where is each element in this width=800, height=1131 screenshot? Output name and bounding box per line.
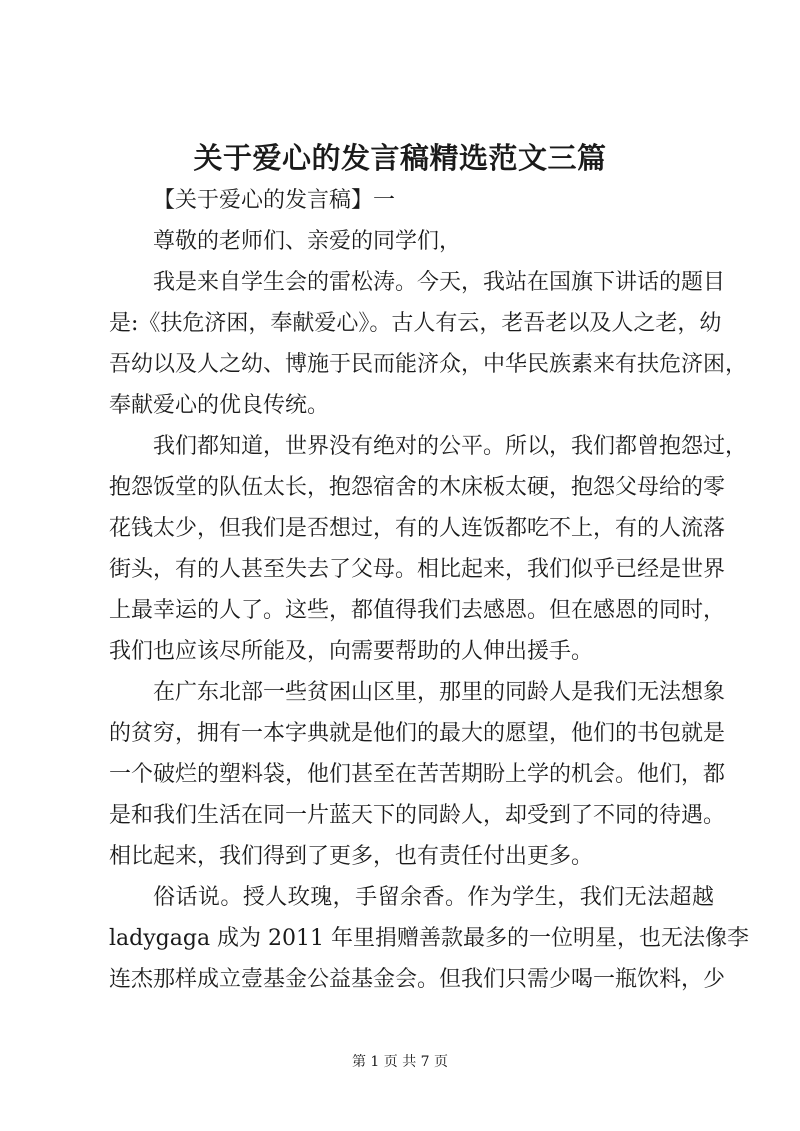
body-line: 我是来自学生会的雷松涛。今天，我站在国旗下讲话的题目 xyxy=(153,270,726,295)
body-line: 我们都知道，世界没有绝对的公平。所以，我们都曾抱怨过， xyxy=(153,434,748,459)
body-line: 的贫穷，拥有一本字典就是他们的最大的愿望，他们的书包就是 xyxy=(109,721,726,746)
body-line: 上最幸运的人了。这些，都值得我们去感恩。但在感恩的同时， xyxy=(109,598,726,623)
body-line: 连杰那样成立壹基金公益基金会。但我们只需少喝一瓶饮料，少 xyxy=(109,967,726,992)
document-body xyxy=(109,180,750,1000)
body-line: 街头，有的人甚至失去了父母。相比起来，我们似乎已经是世界 xyxy=(109,557,726,582)
body-line: 在广东北部一些贫困山区里，那里的同龄人是我们无法想象 xyxy=(153,680,726,705)
body-line: 奉献爱心的优良传统。 xyxy=(109,393,330,418)
body-line: 是和我们生活在同一片蓝天下的同龄人，却受到了不同的待遇。 xyxy=(109,803,726,828)
body-line: 俗话说。授人玫瑰，手留余香。作为学生，我们无法超越 xyxy=(153,885,714,910)
body-line: 花钱太少，但我们是否想过，有的人连饭都吃不上，有的人流落 xyxy=(109,516,726,541)
body-line: ladygaga 成为 2011 年里捐赠善款最多的一位明星，也无法像李 xyxy=(109,926,750,951)
document-title: 关于爱心的发言稿精选范文三篇 xyxy=(193,141,607,175)
body-line: 【关于爱心的发言稿】一 xyxy=(153,188,396,213)
body-line: 抱怨饭堂的队伍太长，抱怨宿舍的木床板太硬，抱怨父母给的零 xyxy=(109,475,726,500)
body-line: 尊敬的老师们、亲爱的同学们， xyxy=(153,229,462,254)
body-line: 我们也应该尽所能及，向需要帮助的人伸出援手。 xyxy=(109,639,594,664)
page-footer: 第 1 页 共 7 页 xyxy=(351,1054,449,1070)
body-line: 相比起来，我们得到了更多，也有责任付出更多。 xyxy=(109,844,594,869)
body-line: 一个破烂的塑料袋，他们甚至在苦苦期盼上学的机会。他们，都 xyxy=(109,762,726,787)
body-line: 吾幼以及人之幼、博施于民而能济众，中华民族素来有扶危济困， xyxy=(109,352,748,377)
body-line: 是:《扶危济困，奉献爱心》。古人有云，老吾老以及人之老，幼 xyxy=(109,311,722,336)
